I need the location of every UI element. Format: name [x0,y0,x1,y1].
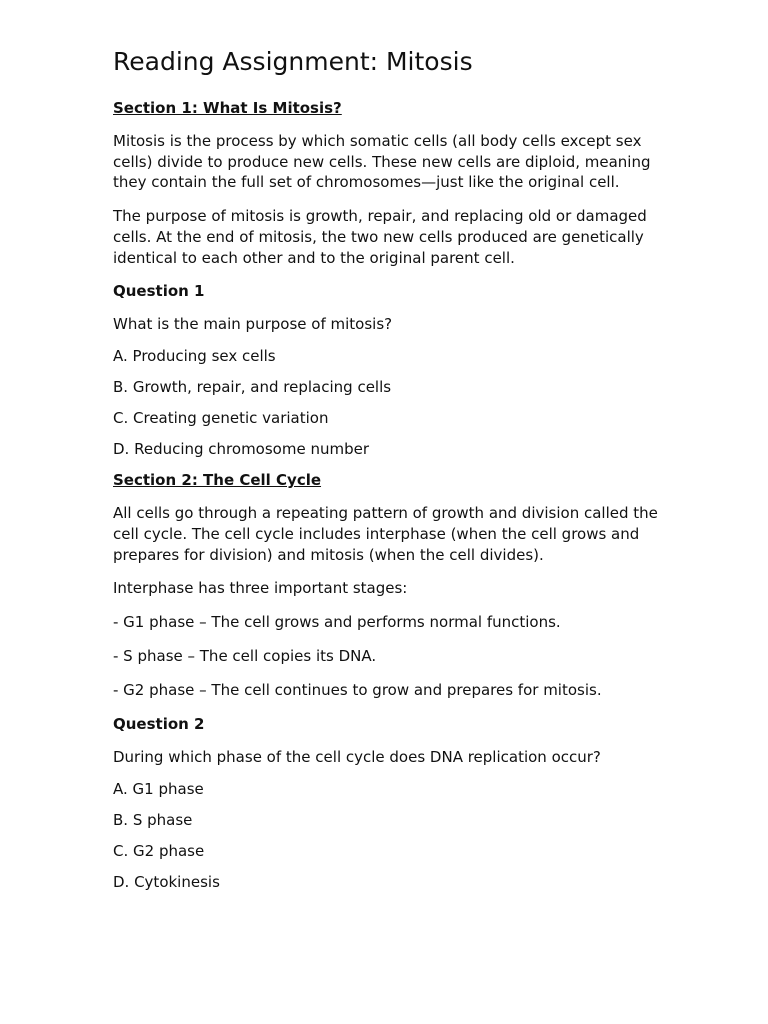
question-2-prompt: During which phase of the cell cycle does DNA replication occur? [113,748,601,767]
question-2-option-c: C. G2 phase [113,842,205,861]
section-2-paragraph-2: Interphase has three important stages: [113,579,408,598]
page-title: Reading Assignment: Mitosis [113,47,473,76]
question-2-option-b: B. S phase [113,811,193,830]
question-2-option-a: A. G1 phase [113,780,204,799]
question-2-option-d: D. Cytokinesis [113,873,220,892]
question-1-option-b: B. Growth, repair, and replacing cells [113,378,392,397]
question-2-heading: Question 2 [113,715,205,734]
section-2-paragraph-1: All cells go through a repeating pattern of growth and division called the cell cycle. The cell cycle includes interphase (when the cell grows and prepares for division) and mitosis (when the cell divides). [113,504,658,564]
section-1-paragraph-1: Mitosis is the process by which somatic cells (all body cells except sex cells) divide to produce new cells. These new cells are diploid, meaning they contain the full set of chromosomes—just like the original cell. [113,132,651,192]
question-1-prompt: What is the main purpose of mitosis? [113,315,393,334]
section-2-heading: Section 2: The Cell Cycle [113,471,322,490]
question-1-option-c: C. Creating genetic variation [113,409,329,428]
stage-g1: - G1 phase – The cell grows and performs normal functions. [113,613,561,632]
question-1-option-d: D. Reducing chromosome number [113,440,370,459]
question-1-options [113,346,668,459]
stage-g2: - G2 phase – The cell continues to grow and prepares for mitosis. [113,681,602,700]
question-1-option-a: A. Producing sex cells [113,347,276,366]
section-1-heading: Section 1: What Is Mitosis? [113,99,342,117]
stage-s: - S phase – The cell copies its DNA. [113,647,377,666]
question-2-options [113,779,668,892]
section-1-paragraph-2: The purpose of mitosis is growth, repair, and replacing old or damaged cells. At the end of mitosis, the two new cells produced are genetically identical to each other and to the original parent cell. [113,207,647,267]
question-1-heading: Question 1 [113,282,205,301]
